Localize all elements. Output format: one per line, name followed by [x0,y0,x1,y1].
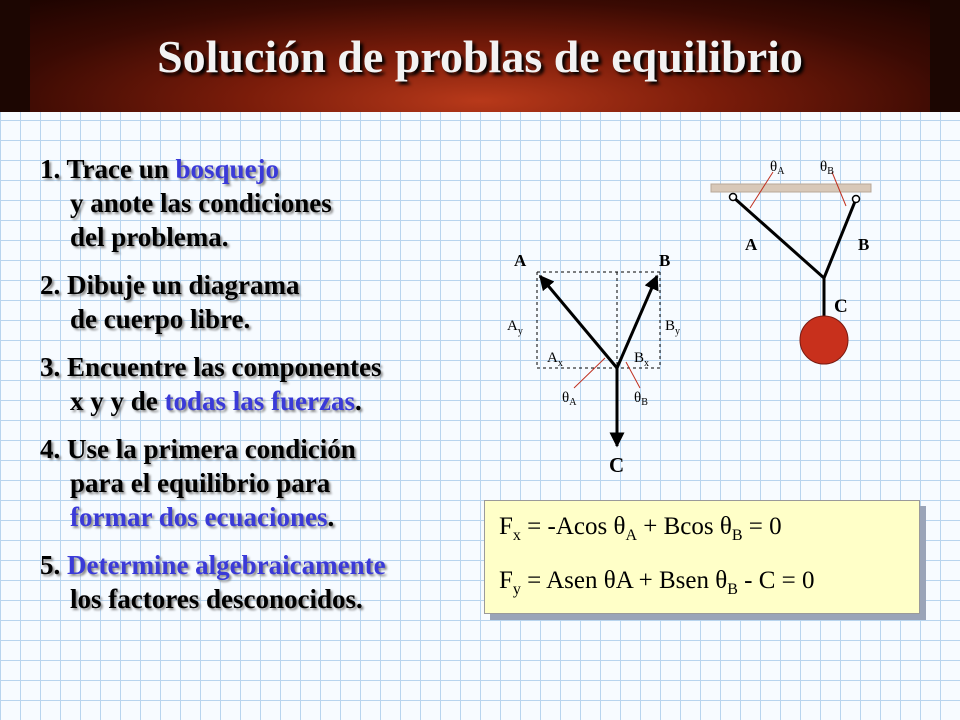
step-number: 4. [40,434,61,464]
cord-b [824,199,856,278]
step-5-line-2: los factores desconocidos. [70,584,363,614]
label-ax: $A_x$ [547,350,563,369]
step-text: . [327,502,335,532]
label-theta-b: $\theta_B$ [820,159,834,177]
step-text: . [355,386,362,416]
label-c: C [609,453,625,477]
step-text: Trace un [66,154,176,184]
equations-box [484,500,920,614]
step-text: Encuentre las componentes [67,352,382,382]
label-ay: $A_y$ [507,318,523,337]
label-theta-a: $\theta_A$ [562,390,577,408]
hanging-ball [800,316,848,364]
step-number: 1. [40,154,61,184]
label-c: C [834,296,848,317]
equation-fx: $F_x = -Acos$ $\theta_A + Bcos$ $\theta_B = 0$ [499,513,782,544]
label-a: A [745,235,758,254]
step-highlight: todas las fuerzas [164,386,355,416]
step-1-line-2: y anote las condiciones [70,188,332,218]
label-theta-b: $\theta_B$ [634,390,648,408]
page-title: Solución de problas de equilibrio [157,31,803,82]
angle-a-pointer [574,358,605,388]
hanging-mass-sketch [711,159,871,364]
step-text: Dibuje un diagrama [67,270,300,300]
step-highlight: Determine algebraicamente [67,550,386,580]
ceiling-beam [711,184,871,192]
step-4-line-2: para el equilibrio para [70,468,331,498]
step-highlight: bosquejo [175,154,280,184]
step-1-line-3: del problema. [70,222,229,252]
step-text: x y y de [70,386,165,416]
label-bx: $B_x$ [634,350,650,369]
label-b: B [858,235,870,254]
label-by: $B_y$ [665,318,681,337]
equation-fy: $F_y$ = Asen θA + Bsen $\theta_B - C = 0$ [499,567,815,598]
free-body-diagram [507,251,680,477]
step-number: 2. [40,270,61,300]
step-highlight: formar dos ecuaciones [70,502,328,532]
label-b: B [659,251,671,270]
step-2-line-2: de cuerpo libre. [70,304,251,334]
label-a: A [514,251,527,270]
step-text: Use la primera condición [67,434,356,464]
step-number: 5. [40,550,61,580]
label-theta-a: $\theta_A$ [770,159,785,177]
step-number: 3. [40,352,61,382]
pivot-a [730,194,737,201]
pivot-b [853,196,860,203]
